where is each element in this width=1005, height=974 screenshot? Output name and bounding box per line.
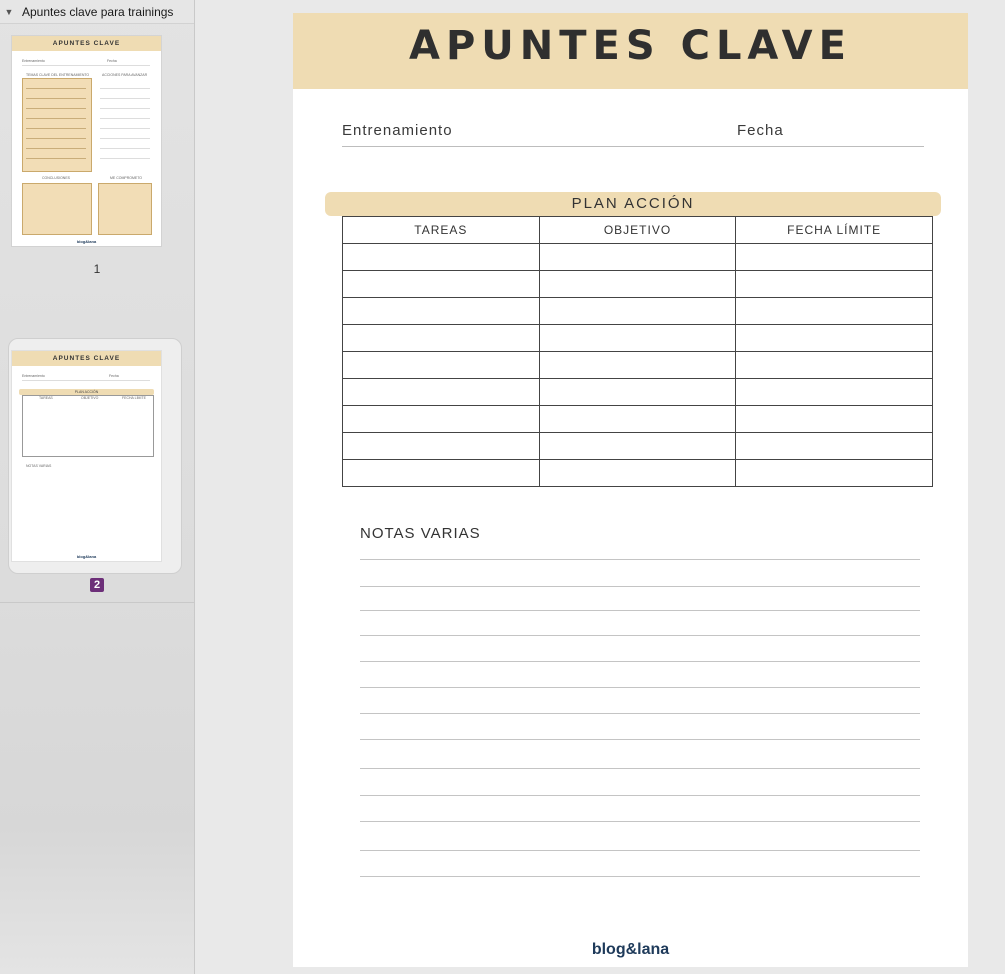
thumbnail-box [22, 183, 92, 235]
thumbnail-rule [26, 148, 86, 149]
thumbnail-rule [100, 88, 150, 89]
note-line [360, 687, 920, 688]
thumbnail-rule [26, 108, 86, 109]
thumbnail-rule [26, 118, 86, 119]
thumbnail-rule [26, 128, 86, 129]
note-line [360, 635, 920, 636]
table-cell [736, 460, 933, 487]
note-line [360, 610, 920, 611]
table-cell [539, 406, 736, 433]
table-body [343, 244, 933, 487]
page-number-badge: 2 [90, 578, 104, 592]
note-line [360, 713, 920, 714]
document-header[interactable] [0, 0, 194, 24]
thumbnail-label: TAREAS [39, 396, 53, 400]
table-row [343, 352, 933, 379]
thumbnail-brand: blog&lana [76, 554, 97, 559]
table-cell [539, 271, 736, 298]
table-row [343, 406, 933, 433]
thumbnail-rule [100, 98, 150, 99]
table-row [343, 298, 933, 325]
thumbnail-rule [26, 98, 86, 99]
header-fecha-limite: FECHA LÍMITE [736, 217, 933, 244]
table-cell [343, 406, 540, 433]
action-plan-table [342, 216, 933, 487]
page-thumbnail-2[interactable] [12, 351, 161, 561]
table-cell [539, 433, 736, 460]
page-number-1[interactable] [0, 262, 194, 276]
table-cell [736, 352, 933, 379]
table-row [343, 379, 933, 406]
thumbnail-label: OBJETIVO [81, 396, 99, 400]
table-cell [343, 271, 540, 298]
thumbnail-label: Fecha [109, 374, 119, 378]
thumbnail-rule [26, 88, 86, 89]
brand-logo: blog&lana [591, 941, 670, 958]
note-line [360, 876, 920, 877]
page-thumbnail-1[interactable] [12, 36, 161, 246]
note-line [360, 850, 920, 851]
table-cell [539, 325, 736, 352]
page-number-2[interactable] [0, 577, 194, 591]
notes-title: NOTAS VARIAS [360, 525, 481, 542]
table-cell [539, 460, 736, 487]
field-underline [342, 146, 924, 147]
thumbnail-rule [100, 128, 150, 129]
page-number-label: 1 [93, 262, 101, 276]
note-line [360, 559, 920, 560]
thumbnail-rule [100, 158, 150, 159]
header-tareas: TAREAS [343, 217, 540, 244]
thumbnail-label: ME COMPROMETO [110, 176, 143, 180]
table-row [343, 271, 933, 298]
note-line [360, 821, 920, 822]
document-title: Apuntes clave para trainings [22, 4, 174, 19]
thumbnail-label: ACCIONES PARA AVANZAR [102, 73, 148, 77]
table-cell [736, 298, 933, 325]
thumbnail-rule [22, 65, 150, 66]
thumbnail-table [22, 395, 154, 457]
thumbnail-rule [26, 158, 86, 159]
table-cell [539, 379, 736, 406]
table-row [343, 325, 933, 352]
thumbnail-heading: APUNTES CLAVE [12, 351, 161, 366]
thumbnail-rule [100, 138, 150, 139]
table-row [343, 460, 933, 487]
thumbnail-sidebar [0, 0, 195, 974]
page-title: APUNTES CLAVE [409, 23, 852, 69]
note-line [360, 586, 920, 587]
thumbnail-box [98, 183, 152, 235]
table-cell [736, 379, 933, 406]
thumbnail-label: Fecha [107, 59, 117, 63]
note-line [360, 661, 920, 662]
table-cell [736, 406, 933, 433]
note-line [360, 768, 920, 769]
table-cell [343, 379, 540, 406]
thumbnail-plan-band: PLAN ACCIÓN [19, 389, 154, 395]
table-cell [343, 460, 540, 487]
thumbnail-rule [100, 118, 150, 119]
thumbnail-rule [26, 138, 86, 139]
note-line [360, 739, 920, 740]
sidebar-divider [0, 602, 194, 603]
training-field-label: Entrenamiento [342, 122, 453, 139]
thumbnail-label: Entrenamiento [22, 59, 45, 63]
table-row [343, 244, 933, 271]
table-cell [539, 244, 736, 271]
thumbnail-heading: APUNTES CLAVE [12, 36, 161, 51]
header-objetivo: OBJETIVO [539, 217, 736, 244]
thumbnail-rule [100, 108, 150, 109]
plan-title: PLAN ACCIÓN [325, 192, 941, 216]
table-cell [343, 433, 540, 460]
date-field-label: Fecha [737, 122, 784, 139]
table-cell [736, 271, 933, 298]
table-header-row [343, 217, 933, 244]
table-cell [736, 244, 933, 271]
table-cell [539, 298, 736, 325]
table-cell [736, 325, 933, 352]
thumbnail-rule [100, 148, 150, 149]
table-cell [736, 433, 933, 460]
table-cell [343, 244, 540, 271]
thumbnail-rule [22, 380, 150, 381]
thumbnail-label: Entrenamiento [22, 374, 45, 378]
table-cell [343, 298, 540, 325]
table-cell [539, 352, 736, 379]
note-line [360, 795, 920, 796]
thumbnail-label: CONCLUSIONES [42, 176, 71, 180]
table-cell [343, 325, 540, 352]
thumbnail-label: FECHA LÍMITE [122, 396, 146, 400]
table-cell [343, 352, 540, 379]
thumbnail-brand: blog&lana [76, 239, 97, 244]
disclosure-triangle-icon[interactable]: ▼ [4, 6, 14, 17]
thumbnail-label: TEMAS CLAVE DEL ENTRENAMIENTO [26, 73, 90, 77]
table-row [343, 433, 933, 460]
document-page [293, 13, 968, 967]
thumbnail-label: NOTAS VARIAS [26, 464, 52, 468]
